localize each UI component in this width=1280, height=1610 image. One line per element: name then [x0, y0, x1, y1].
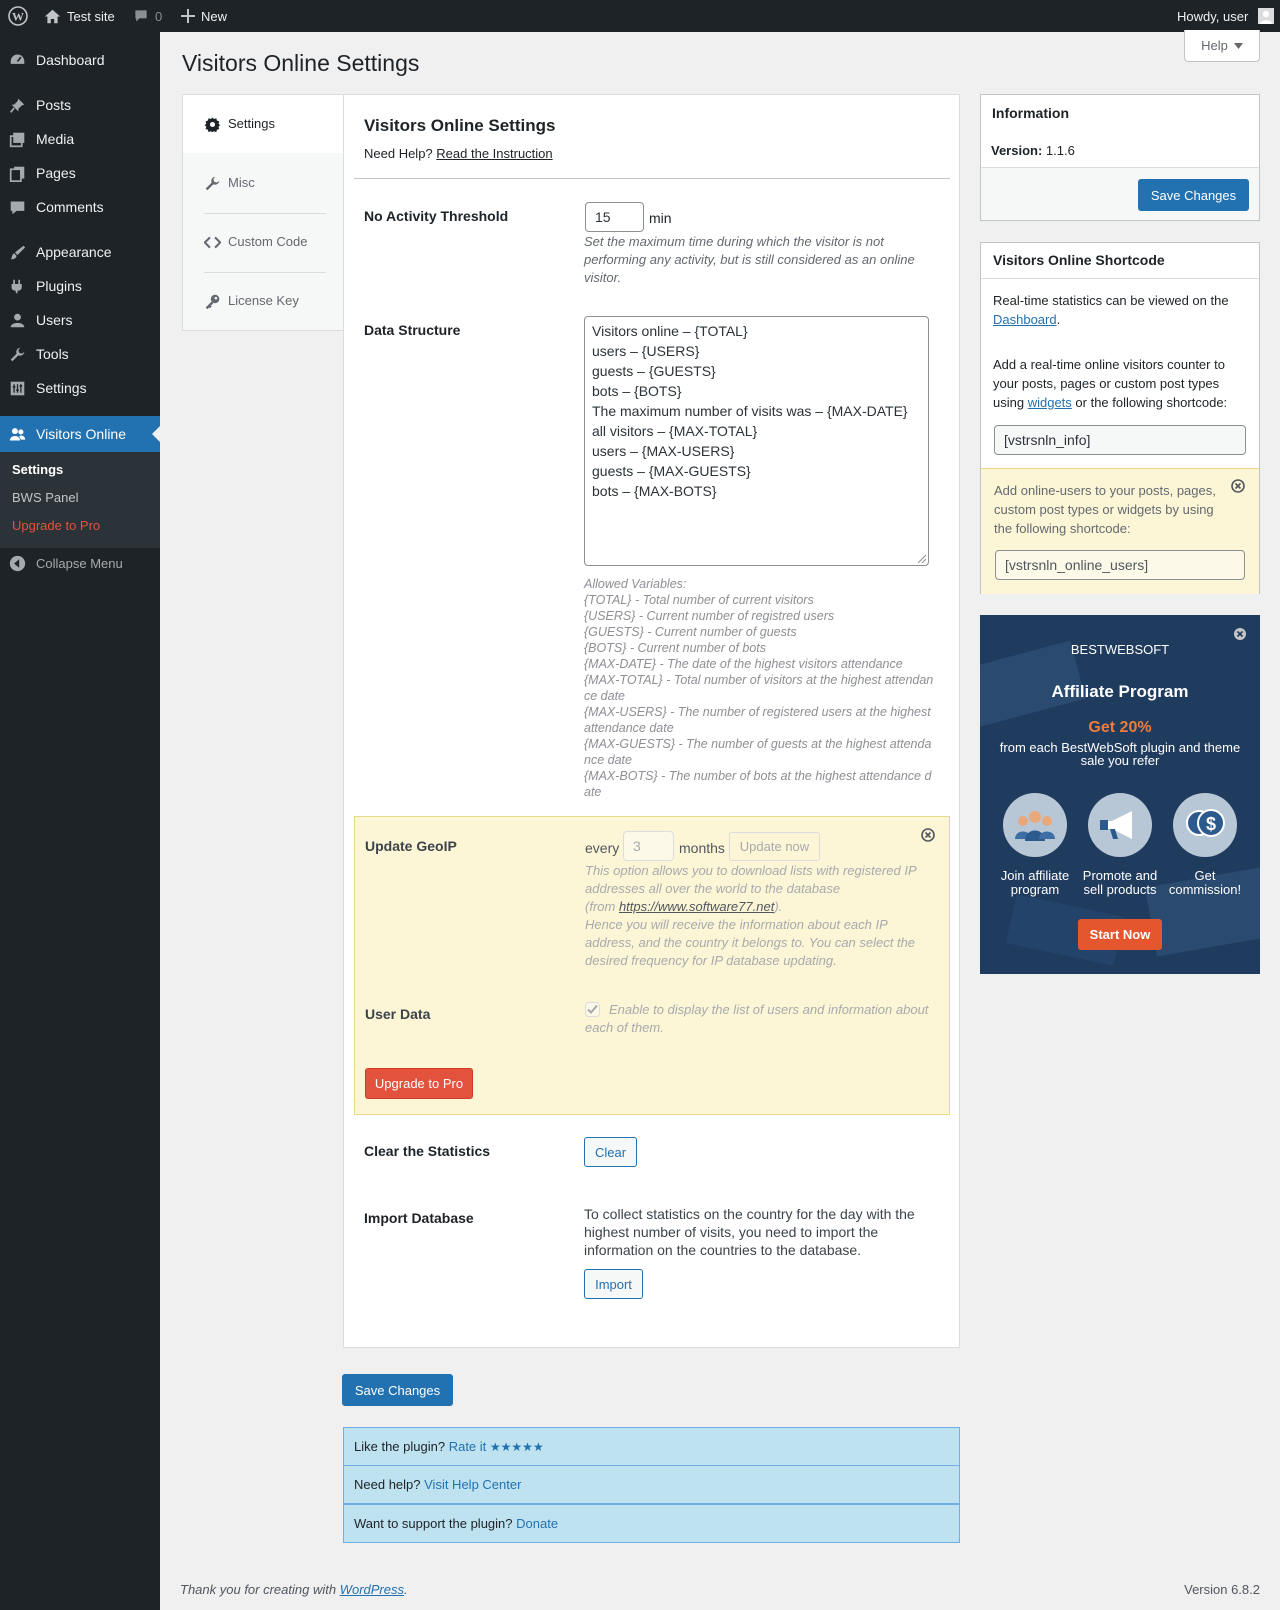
data-structure-textarea[interactable]: [584, 316, 929, 566]
tab-settings[interactable]: [183, 95, 345, 153]
media-icon: [9, 131, 26, 148]
upgrade-to-pro-button[interactable]: Upgrade to Pro: [365, 1068, 473, 1099]
allowed-var: {MAX-USERS} - The number of registered users at the highest attendance date: [584, 705, 931, 735]
dashboard-link[interactable]: Dashboard: [993, 312, 1057, 327]
resize-handle-icon[interactable]: [918, 555, 926, 563]
textarea-line: bots – {MAX-BOTS}: [592, 483, 717, 499]
shortcode-input[interactable]: [vstrsnln_info]: [994, 425, 1246, 455]
dashboard-icon: [9, 52, 26, 69]
allowed-title: Allowed Variables:: [584, 577, 687, 591]
team-people-icon: [1003, 793, 1067, 857]
donate-row: [343, 1504, 960, 1543]
menu-label: Comments: [36, 199, 104, 215]
my-account[interactable]: [1177, 0, 1274, 32]
threshold-label: No Activity Threshold: [364, 208, 509, 224]
geoip-desc-text: This option allows you to download lists with registered IP addresses all over the world to the database: [585, 863, 917, 896]
admin-bar: [0, 0, 1280, 32]
start-now-button[interactable]: Start Now: [1078, 919, 1162, 950]
shortcode-box: [980, 242, 1260, 594]
tab-label: Custom Code: [228, 234, 308, 249]
geoip-description: [585, 862, 925, 970]
plus-icon: [181, 9, 195, 23]
import-description: To collect statistics on the country for the day with the highest number of visits, you need to import the information on the countries to the database.: [584, 1206, 915, 1258]
data-structure-label: Data Structure: [364, 322, 461, 338]
clear-button[interactable]: Clear: [584, 1137, 637, 1167]
save-changes-button[interactable]: Save Changes: [342, 1374, 453, 1406]
pin-icon: [9, 97, 26, 114]
submenu-settings[interactable]: Settings: [12, 462, 64, 477]
home-icon: [44, 8, 61, 25]
textarea-line: The maximum number of visits was – {MAX-DATE}: [592, 403, 908, 419]
tab-label: License Key: [228, 293, 299, 308]
menu-media[interactable]: [0, 122, 160, 156]
submenu-upgrade-to-pro[interactable]: Upgrade to Pro: [12, 518, 101, 533]
gear-icon: [204, 116, 221, 133]
threshold-input[interactable]: 15: [585, 202, 644, 232]
geoip-months-label: months: [679, 840, 725, 856]
clear-statistics-label: Clear the Statistics: [364, 1143, 491, 1159]
need-help-text: Need help?: [354, 1477, 421, 1492]
key-icon: [204, 293, 221, 310]
help-tab-button[interactable]: [1184, 30, 1260, 62]
dollar-coins-icon: [1173, 793, 1237, 857]
menu-label: Plugins: [36, 278, 82, 294]
stars-icon[interactable]: ★★★★★: [489, 1439, 544, 1454]
wrench-icon: [9, 346, 26, 363]
shortcode-p1-text: Real-time statistics can be viewed on the: [993, 293, 1229, 308]
tab-misc[interactable]: [183, 154, 343, 212]
menu-posts[interactable]: [0, 88, 160, 122]
version-label: Version:: [991, 143, 1043, 158]
footer-version: Version 6.8.2: [1184, 1582, 1260, 1597]
allowed-var: {MAX-DATE} - The date of the highest visitors attendance: [584, 657, 903, 671]
support-text: Want to support the plugin?: [354, 1516, 513, 1531]
tab-label: Misc: [228, 175, 255, 190]
svg-text:W: W: [12, 9, 24, 24]
howdy-text: Howdy, user: [1177, 8, 1249, 24]
menu-tools[interactable]: [0, 337, 160, 371]
collapse-menu-label: Collapse Menu: [36, 556, 123, 571]
geoip-desc-from: (from: [585, 899, 619, 914]
menu-dashboard[interactable]: [0, 43, 160, 77]
tab-label: Settings: [228, 116, 275, 131]
shortcode-divider: [981, 278, 1259, 279]
menu-label: Posts: [36, 97, 72, 113]
menu-label: Pages: [36, 165, 76, 181]
help-center-row: [343, 1465, 960, 1504]
megaphone-icon: [1088, 793, 1152, 857]
affiliate-banner: [980, 615, 1260, 974]
site-name: Test site: [67, 8, 115, 24]
shortcode-p2-tail: or the following shortcode:: [1075, 395, 1228, 410]
affiliate-item-label: Join affiliate program: [1000, 868, 1070, 897]
import-button[interactable]: Import: [584, 1269, 643, 1299]
comments-count: 0: [155, 8, 163, 24]
submenu-bws-panel[interactable]: BWS Panel: [12, 490, 79, 505]
allowed-var: {MAX-GUESTS} - The number of guests at the highest attendance date: [584, 737, 932, 767]
textarea-line: users – {USERS}: [592, 343, 700, 359]
settings-tabs: [182, 94, 344, 331]
wrench-icon: [204, 175, 221, 192]
current-menu-arrow: [152, 426, 160, 442]
menu-plugins[interactable]: [0, 269, 160, 303]
pages-icon: [9, 165, 26, 182]
information-title: Information: [992, 105, 1069, 121]
menu-label: Appearance: [36, 244, 112, 260]
geoip-label: Update GeoIP: [365, 838, 457, 854]
help-center-link[interactable]: Visit Help Center: [424, 1477, 522, 1492]
affiliate-get: Get 20%: [1088, 719, 1152, 736]
read-instruction-link[interactable]: Read the Instruction: [436, 146, 553, 161]
comments-icon: [9, 199, 26, 216]
textarea-line: guests – {MAX-GUESTS}: [592, 463, 751, 479]
footer-thanks: Thank you for creating with WordPress.: [180, 1582, 408, 1597]
user-data-label: User Data: [365, 1006, 431, 1022]
affiliate-brand: BESTWEBSOFT: [1070, 642, 1170, 657]
information-box: [980, 94, 1260, 221]
menu-users[interactable]: [0, 303, 160, 337]
allowed-var: {MAX-TOTAL} - Total number of visitors at the highest attendance date: [584, 673, 934, 703]
textarea-line: bots – {BOTS}: [592, 383, 682, 399]
allowed-var: {BOTS} - Current number of bots: [584, 641, 767, 655]
shortcode-p2-text: Add a real-time online visitors counter to your posts, pages or custom post types using: [993, 357, 1225, 410]
textarea-line: guests – {GUESTS}: [592, 363, 716, 379]
avatar: [1258, 8, 1274, 24]
brush-icon: [9, 244, 26, 261]
textarea-line: Visitors online – {TOTAL}: [592, 323, 748, 339]
affiliate-title: Affiliate Program: [1051, 682, 1189, 701]
visitors-icon: [9, 426, 26, 443]
version-line: [991, 143, 1075, 158]
software77-link[interactable]: https://www.software77.net: [618, 899, 775, 914]
user-data-description: Enable to display the list of users and information about each of them.: [585, 1002, 929, 1035]
version-value: 1.1.6: [1045, 143, 1075, 158]
threshold-description: Set the maximum time during which the visitor is not performing any activity, but is still considered as an online visitor.: [584, 234, 915, 285]
menu-comments[interactable]: [0, 190, 160, 224]
menu-label: Media: [36, 131, 75, 147]
donate-link[interactable]: Donate: [516, 1516, 559, 1531]
new-label: New: [201, 8, 228, 24]
menu-appearance[interactable]: [0, 235, 160, 269]
close-circle-icon[interactable]: [1233, 627, 1247, 641]
geoip-desc-text-2: Hence you will receive the information about each IP address, and the country it belongs to. You can select the desired frequency for IP database updating.: [585, 917, 916, 968]
import-database-label: Import Database: [364, 1210, 474, 1226]
site-name-link[interactable]: [44, 0, 115, 32]
menu-label: Settings: [36, 380, 87, 396]
settings-sliders-icon: [9, 380, 26, 397]
menu-visitors-online[interactable]: [0, 416, 160, 452]
need-help-line: [364, 146, 553, 161]
info-save-changes-button[interactable]: Save Changes: [1138, 179, 1249, 211]
pro-shortcode-text: Add online-users to your posts, pages, custom post types or widgets by using the following shortcode:: [994, 483, 1216, 536]
rate-plugin-row: [343, 1427, 960, 1466]
tab-custom-code[interactable]: [183, 213, 343, 271]
geoip-desc-close: ).: [774, 899, 783, 914]
menu-pages[interactable]: [0, 156, 160, 190]
svg-text:$: $: [1205, 814, 1217, 834]
rate-it-link[interactable]: Rate it: [448, 1439, 487, 1454]
allowed-var: {TOTAL} - Total number of current visitors: [584, 593, 814, 607]
allowed-var: {USERS} - Current number of registred users: [584, 609, 835, 623]
caret-down-icon: [1234, 43, 1243, 49]
update-now-button[interactable]: Update now: [729, 832, 820, 861]
menu-label: Tools: [36, 346, 69, 362]
menu-label: Visitors Online: [36, 426, 127, 442]
menu-label: Dashboard: [36, 52, 105, 68]
affiliate-item-label: Get commission!: [1168, 868, 1242, 897]
page-title: Visitors Online Settings: [182, 50, 420, 76]
user-avatar-icon: [1258, 8, 1274, 24]
tab-license-key[interactable]: [183, 272, 343, 330]
allowed-var: {MAX-BOTS} - The number of bots at the highest attendance date: [584, 769, 932, 799]
wordpress-logo-icon[interactable]: [8, 0, 28, 32]
affiliate-subtitle: from each BestWebSoft plugin and theme sale you refer: [999, 740, 1241, 768]
shortcode-title: Visitors Online Shortcode: [993, 252, 1165, 268]
wordpress-link[interactable]: WordPress: [339, 1582, 404, 1597]
plugin-icon: [9, 278, 26, 295]
textarea-line: all visitors – {MAX-TOTAL}: [592, 423, 758, 439]
shortcode-p2: [993, 355, 1248, 412]
collapse-arrow-icon: [9, 555, 26, 572]
submenu: [0, 452, 160, 548]
menu-settings[interactable]: [0, 371, 160, 405]
menu-label: Users: [36, 312, 73, 328]
rate-text: Like the plugin?: [354, 1439, 446, 1454]
user-icon: [9, 312, 26, 329]
footer-thanks-text: Thank you for creating with: [180, 1582, 337, 1597]
close-circle-icon[interactable]: [921, 828, 935, 842]
allowed-variables: [584, 576, 934, 800]
geoip-every: every: [585, 840, 620, 856]
comments-link[interactable]: [133, 0, 162, 32]
help-label: Help: [1201, 38, 1228, 53]
allowed-var: {GUESTS} - Current number of guests: [584, 625, 797, 639]
code-brackets-icon: [204, 234, 221, 251]
textarea-line: users – {MAX-USERS}: [592, 443, 735, 459]
threshold-unit: min: [649, 210, 672, 226]
affiliate-item-label: Promote and sell products: [1082, 868, 1158, 897]
comment-bubble-icon: [133, 8, 149, 24]
panel-title: Visitors Online Settings: [364, 116, 556, 135]
pro-shortcode-input[interactable]: [vstrsnln_online_users]: [995, 550, 1245, 580]
title-divider: [354, 178, 950, 179]
collapse-menu-button[interactable]: [0, 552, 160, 580]
geoip-months-input[interactable]: 3: [623, 831, 674, 861]
widgets-link[interactable]: widgets: [1027, 395, 1072, 410]
need-help-text: Need Help?: [364, 146, 433, 161]
shortcode-p1: Real-time statistics can be viewed on the Dashboard.: [993, 293, 1229, 327]
new-content-link[interactable]: [181, 0, 227, 32]
